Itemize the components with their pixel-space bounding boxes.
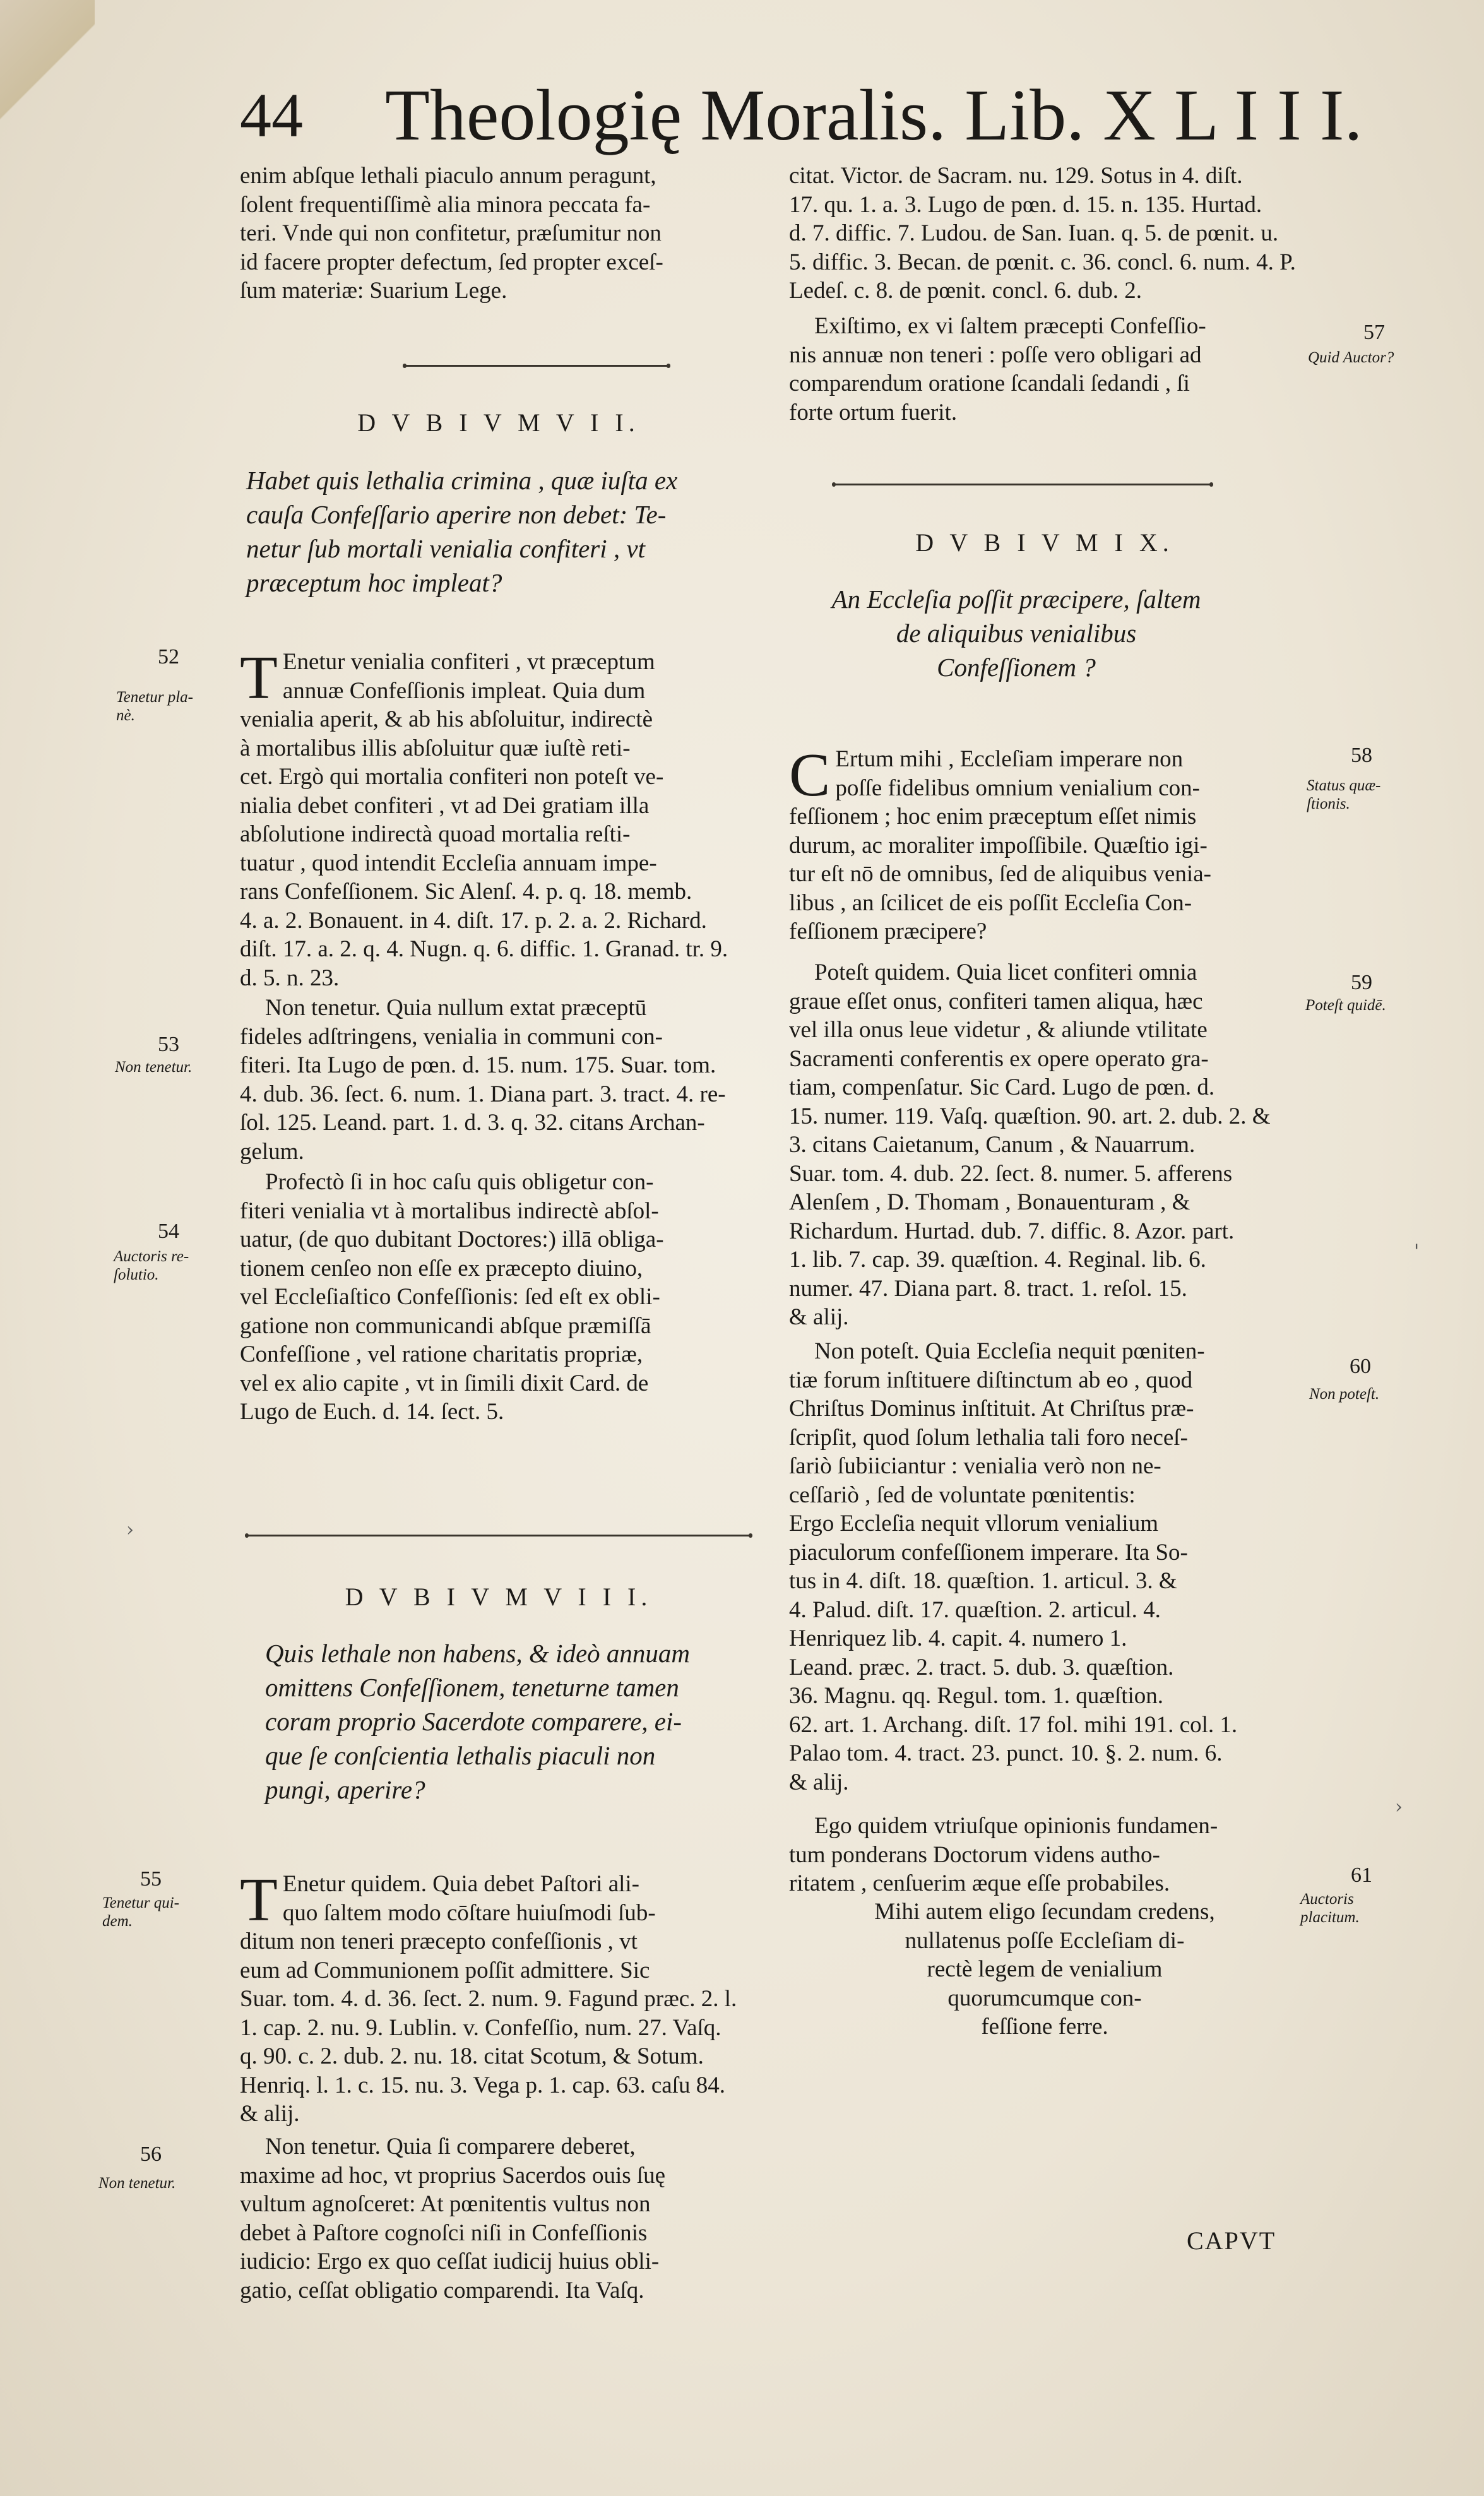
- question-line: netur ſub mortali venialia confiteri , vt: [246, 534, 645, 563]
- text-line: fiteri. Ita Lugo de pœn. d. 15. num. 175. Suar. tom.: [240, 1052, 716, 1078]
- margin-number-55: 55: [140, 1867, 162, 1891]
- text-line: fiteri venialia vt à mortalibus indirectè abſol-: [240, 1197, 659, 1224]
- page-number: 44: [240, 80, 303, 150]
- text-line: graue eſſet onus, confiteri tamen aliqua, hæc: [789, 988, 1203, 1014]
- text-line: d. 5. n. 23.: [240, 965, 340, 991]
- text-line: vel ex alio capite , vt in ſimili dixit Card. de: [240, 1370, 649, 1396]
- text-line: diſt. 17. a. 2. q. 4. Nugn. q. 6. diffic. 1. Granad. tr. 9.: [240, 936, 728, 962]
- text-line: tiæ forum inſtituere diſtinctum ab eo , quod: [789, 1367, 1193, 1393]
- text-line: 36. Magnu. qq. Regul. tom. 1. quæſtion.: [789, 1683, 1164, 1709]
- text-line: gatio, ceſſat obligatio comparendi. Ita Vaſq.: [240, 2277, 644, 2303]
- text-line: annuæ Confeſſionis impleat. Quia dum: [282, 677, 646, 704]
- dubium-8-heading: D V B I V M V I I I.: [345, 1583, 653, 1611]
- question-line: cauſa Confeſſario aperire non debet: Te-: [246, 500, 667, 529]
- margin-number-53: 53: [158, 1033, 179, 1056]
- text-line: eum ad Communionem poſſit admittere. Sic: [240, 1957, 650, 1983]
- text-line: à mortalibus illis abſoluitur quæ iuſtè reti-: [240, 735, 631, 761]
- text-line: tionem cenſeo non eſſe ex præcepto diuino,: [240, 1255, 643, 1281]
- margin-note-60: Non poteſt.: [1309, 1386, 1380, 1403]
- text-line: 4. Palud. diſt. 17. quæſtion. 2. articul. 4.: [789, 1596, 1161, 1623]
- text-line: ſol. 125. Leand. part. 1. d. 3. q. 32. citans Archan-: [240, 1110, 705, 1136]
- text-line: ſcripſit, quod ſolum lethalia tali foro neceſ-: [789, 1424, 1188, 1451]
- margin-note-59: Poteſt quidē.: [1305, 997, 1386, 1014]
- catchword: CAPVT: [1187, 2226, 1276, 2255]
- text-line: 1. lib. 7. cap. 39. quæſtion. 4. Reginal. lib. 6.: [789, 1247, 1206, 1273]
- text-line: feſſione ferre.: [981, 2014, 1108, 2040]
- text-line: Ergo Eccleſia nequit vllorum venialium: [789, 1511, 1158, 1536]
- text-line: tuatur , quod intendit Eccleſia annuam impe-: [240, 850, 657, 876]
- text-line: Exiſtimo, ex vi ſaltem præcepti Confeſſio-: [814, 313, 1206, 339]
- text-line: fideles adſtringens, venialia in communi con-: [240, 1023, 663, 1050]
- text-line: & alij.: [789, 1769, 849, 1795]
- text-line: citat. Victor. de Sacram. nu. 129. Sotus in 4. diſt.: [789, 163, 1243, 189]
- running-title: Theologię Moralis. Lib. X L I I I.: [385, 75, 1363, 156]
- text-line: Mihi autem eligo ſecundam credens,: [874, 1899, 1215, 1925]
- torn-corner: [0, 0, 95, 120]
- text-line: vel illa onus leue videtur , & aliunde vtilitate: [789, 1017, 1208, 1043]
- text-line: Henriq. l. 1. c. 15. nu. 3. Vega p. 1. cap. 63. caſu 84.: [240, 2072, 725, 2098]
- drop-cap: T: [240, 644, 278, 712]
- text-line: 62. art. 1. Archang. diſt. 17 fol. mihi 191. col. 1.: [789, 1711, 1238, 1738]
- text-line: poſſe fidelibus omnium venialium con-: [835, 775, 1200, 801]
- ink-speck: ›: [1395, 1796, 1403, 1818]
- text-line: forte ortum fuerit.: [789, 399, 958, 425]
- text-line: vel Eccleſiaſtico Confeſſionis: ſed eſt ex obli-: [240, 1284, 660, 1310]
- text-line: Ledeſ. c. 8. de pœnit. concl. 6. dub. 2.: [789, 278, 1142, 304]
- text-line: q. 90. c. 2. dub. 2. nu. 18. citat Scotum, & Sotum.: [240, 2043, 704, 2069]
- question-line: que ſe conſcientia lethalis piaculi non: [265, 1741, 656, 1770]
- margin-number-57: 57: [1363, 321, 1385, 344]
- page-header: [240, 74, 1363, 163]
- text-line: durum, ac moraliter impoſſibile. Quæſtio igi-: [789, 832, 1208, 859]
- text-line: Profectò ſi in hoc caſu quis obligetur con-: [265, 1169, 654, 1195]
- text-line: ſariò ſubiiciantur : venialia verò non ne-: [789, 1453, 1161, 1479]
- text-line: Non poteſt. Quia Eccleſia nequit pœniten-: [814, 1338, 1205, 1364]
- margin-note-52: Tenetur pla- nè.: [116, 689, 193, 724]
- paragraph-59: [789, 958, 1300, 1332]
- text-line: Lugo de Euch. d. 14. ſect. 5.: [240, 1399, 504, 1425]
- section-divider: [404, 365, 669, 367]
- ink-speck: ›: [126, 1519, 134, 1541]
- margin-note-53: Non tenetur.: [115, 1059, 193, 1076]
- text-line: Richardum. Hurtad. dub. 7. diffic. 8. Azor. part.: [789, 1218, 1235, 1244]
- text-line: 4. a. 2. Bonauent. in 4. diſt. 17. p. 2. a. 2. Richard.: [240, 907, 707, 934]
- drop-cap: T: [240, 1866, 278, 1934]
- text-line: comparendum oratione ſcandali ſedandi , ſi: [789, 371, 1190, 396]
- margin-number-52: 52: [158, 645, 179, 669]
- text-line: Enetur venialia confiteri , vt præceptum: [282, 649, 655, 675]
- text-line: gelum.: [240, 1138, 304, 1165]
- text-line: 15. numer. 119. Vaſq. quæſtion. 90. art. 2. dub. 2. &: [789, 1103, 1271, 1129]
- text-line: tur eſt nō de omnibus, ſed de aliquibus venia-: [789, 861, 1211, 887]
- text-line: 1. cap. 2. nu. 9. Lublin. v. Confeſſio, num. 27. Vaſq.: [240, 2014, 721, 2041]
- text-line: nis annuæ non teneri : poſſe vero obligari ad: [789, 342, 1202, 368]
- question-line: Habet quis lethalia crimina , quæ iuſta ex: [246, 466, 678, 495]
- paragraph-52: [240, 644, 757, 992]
- text-line: Confeſſione , vel ratione charitatis propriæ,: [240, 1341, 643, 1367]
- text-line: debet à Paſtore cognoſci niſi in Confeſſionis: [240, 2220, 648, 2246]
- text-line: 17. qu. 1. a. 3. Lugo de pœn. d. 15. n. 135. Hurtad.: [789, 191, 1262, 218]
- text-line: nialia debet confiteri , vt ad Dei gratiam illa: [240, 792, 650, 819]
- text-line: Henriquez lib. 4. capit. 4. numero 1.: [789, 1625, 1127, 1651]
- text-line: Ertum mihi , Eccleſiam imperare non: [835, 746, 1184, 772]
- text-line: feſſionem ; hoc enim præceptum eſſet nimis: [789, 804, 1197, 829]
- margin-note-58: Status quæ- ſtionis.: [1307, 777, 1381, 812]
- text-line: piaculorum confeſſionem imperare. Ita So-: [789, 1539, 1188, 1566]
- text-line: venialia aperit, & ab his abſoluitur, indirectè: [240, 706, 653, 732]
- text-line: teri. Vnde qui non confitetur, præſumitur non: [240, 220, 662, 246]
- text-line: 5. diffic. 3. Becan. de pœnit. c. 36. concl. 6. num. 4. P.: [789, 249, 1296, 275]
- text-line: iudicio: Ergo ex quo ceſſat iudicij huius obli-: [240, 2249, 660, 2274]
- margin-number-60: 60: [1350, 1355, 1371, 1378]
- text-line: Chriſtus Dominus inſtituit. At Chriſtus præ-: [789, 1396, 1194, 1422]
- text-line: nullatenus poſſe Eccleſiam di-: [905, 1927, 1185, 1954]
- text-line: enim abſque lethali piaculo annum peragunt,: [240, 163, 656, 189]
- text-line: vultum agnoſceret: At pœnitentis vultus non: [240, 2191, 651, 2217]
- text-line: Suar. tom. 4. dub. 22. ſect. 8. numer. 5. afferens: [789, 1160, 1233, 1187]
- closing-paragraph: [802, 1898, 1288, 2041]
- text-line: ſum materiæ: Suarium Lege.: [240, 278, 508, 304]
- dubium-7-heading: D V B I V M V I I.: [357, 408, 640, 437]
- text-line: ditum non teneri præcepto confeſſionis , vt: [240, 1928, 638, 1954]
- paragraph-53: [240, 994, 757, 1166]
- text-line: rans Confeſſionem. Sic Alenſ. 4. p. q. 18. memb.: [240, 879, 692, 905]
- paragraph-54: [240, 1168, 757, 1427]
- text-line: Sacramenti conferentis ex opere operato gra-: [789, 1045, 1209, 1072]
- paragraph-57: [789, 312, 1300, 427]
- text-line: d. 7. diffic. 7. Ludou. de San. Iuan. q. 5. de pœnit. u.: [789, 220, 1279, 246]
- text-line: cet. Ergò qui mortalia confiteri non poteſt ve-: [240, 764, 664, 790]
- section-divider: [246, 1535, 751, 1536]
- text-line: tus in 4. diſt. 18. quæſtion. 1. articul. 3. &: [789, 1568, 1177, 1594]
- text-line: Non tenetur. Quia nullum extat præceptū: [265, 995, 647, 1021]
- paragraph-60: [789, 1337, 1300, 1797]
- text-line: ritatem , cenſuerim æque eſſe probabiles.: [789, 1870, 1170, 1896]
- text-line: rectè legem de venialium: [927, 1956, 1163, 1982]
- margin-note-54: Auctoris re- ſolutio.: [114, 1248, 189, 1283]
- question-line: An Eccleſia poſſit præcipere, ſaltem: [831, 585, 1201, 614]
- text-line: Ego quidem vtriuſque opinionis fundamen-: [814, 1813, 1218, 1839]
- dubium-9-heading: D V B I V M I X.: [915, 528, 1174, 557]
- margin-number-56: 56: [140, 2142, 162, 2166]
- question-line: pungi, aperire?: [265, 1775, 425, 1804]
- margin-note-55: Tenetur qui- dem.: [102, 1894, 179, 1930]
- text-line: feſſionem præcipere?: [789, 918, 987, 944]
- text-line: Enetur quidem. Quia debet Paſtori ali-: [282, 1871, 639, 1897]
- text-line: ſolent frequentiſſimè alia minora peccata fa-: [240, 191, 651, 218]
- text-line: numer. 47. Diana part. 8. tract. 1. reſol. 15.: [789, 1275, 1187, 1302]
- dubium-8-question: [265, 1636, 690, 1807]
- text-line: & alij.: [240, 2101, 300, 2127]
- text-line: Suar. tom. 4. d. 36. ſect. 2. num. 9. Fagund præc. 2. l.: [240, 1986, 737, 2012]
- question-line: omittens Confeſſionem, teneturne tamen: [265, 1673, 679, 1702]
- margin-number-54: 54: [158, 1220, 179, 1243]
- paragraph-55: [240, 1866, 757, 2129]
- text-line: quorumcumque con-: [947, 1985, 1142, 2011]
- question-line: Quis lethale non habens, & ideò annuam: [265, 1639, 691, 1668]
- section-divider: [833, 484, 1212, 485]
- left-intro-paragraph: [240, 162, 757, 306]
- text-line: 3. citans Caietanum, Canum , & Nauarrum.: [789, 1132, 1196, 1158]
- margin-number-58: 58: [1351, 744, 1372, 767]
- margin-number-61: 61: [1351, 1863, 1372, 1887]
- paragraph-58: [789, 741, 1300, 946]
- question-line: de aliquibus venialibus: [896, 619, 1137, 648]
- text-line: tum ponderans Doctorum videns autho-: [789, 1841, 1160, 1868]
- text-line: 4. dub. 36. ſect. 6. num. 1. Diana part. 3. tract. 4. re-: [240, 1081, 726, 1107]
- text-line: gatione non communicandi abſque præmiſſā: [240, 1312, 651, 1339]
- text-line: Poteſt quidem. Quia licet confiteri omnia: [814, 960, 1197, 985]
- paragraph-56: [240, 2132, 757, 2305]
- text-line: abſolutione indirectà quoad mortalia reſti-: [240, 821, 631, 847]
- ink-speck: ': [1414, 1240, 1420, 1263]
- margin-note-56: Non tenetur.: [98, 2175, 176, 2192]
- margin-note-61: Auctoris placitum.: [1300, 1891, 1360, 1926]
- text-line: ceſſariò , ſed de voluntate pœnitentis:: [789, 1482, 1136, 1508]
- margin-number-59: 59: [1351, 971, 1372, 994]
- text-line: id facere propter defectum, ſed propter exceſ-: [240, 249, 663, 275]
- text-line: uatur, (de quo dubitant Doctores:) illā obliga-: [240, 1227, 664, 1252]
- text-line: maxime ad hoc, vt proprius Sacerdos ouis ſuę: [240, 2162, 666, 2189]
- margin-note-57: Quid Auctor?: [1308, 349, 1394, 366]
- dubium-9-question: [827, 582, 1206, 684]
- question-line: præceptum hoc impleat?: [246, 568, 502, 597]
- question-line: coram proprio Sacerdote comparere, ei-: [265, 1707, 682, 1736]
- paragraph-61: [789, 1812, 1300, 1898]
- text-line: quo ſaltem modo cōſtare huiuſmodi ſub-: [282, 1899, 656, 1926]
- right-intro-paragraph: [789, 162, 1300, 306]
- dubium-7-question: [246, 463, 677, 600]
- drop-cap: C: [789, 741, 831, 809]
- text-line: Palao tom. 4. tract. 23. punct. 10. §. 2. num. 6.: [789, 1740, 1223, 1766]
- text-line: Leand. præc. 2. tract. 5. dub. 3. quæſtion.: [789, 1654, 1174, 1680]
- text-line: libus , an ſcilicet de eis poſſit Eccleſia Con-: [789, 889, 1192, 916]
- text-line: Alenſem , D. Thomam , Bonauenturam , &: [789, 1189, 1190, 1215]
- question-line: Confeſſionem ?: [937, 653, 1096, 682]
- text-line: tiam, compenſatur. Sic Card. Lugo de pœn. d.: [789, 1074, 1215, 1100]
- text-line: & alij.: [789, 1304, 849, 1330]
- text-line: Non tenetur. Quia ſi comparere deberet,: [265, 2134, 636, 2160]
